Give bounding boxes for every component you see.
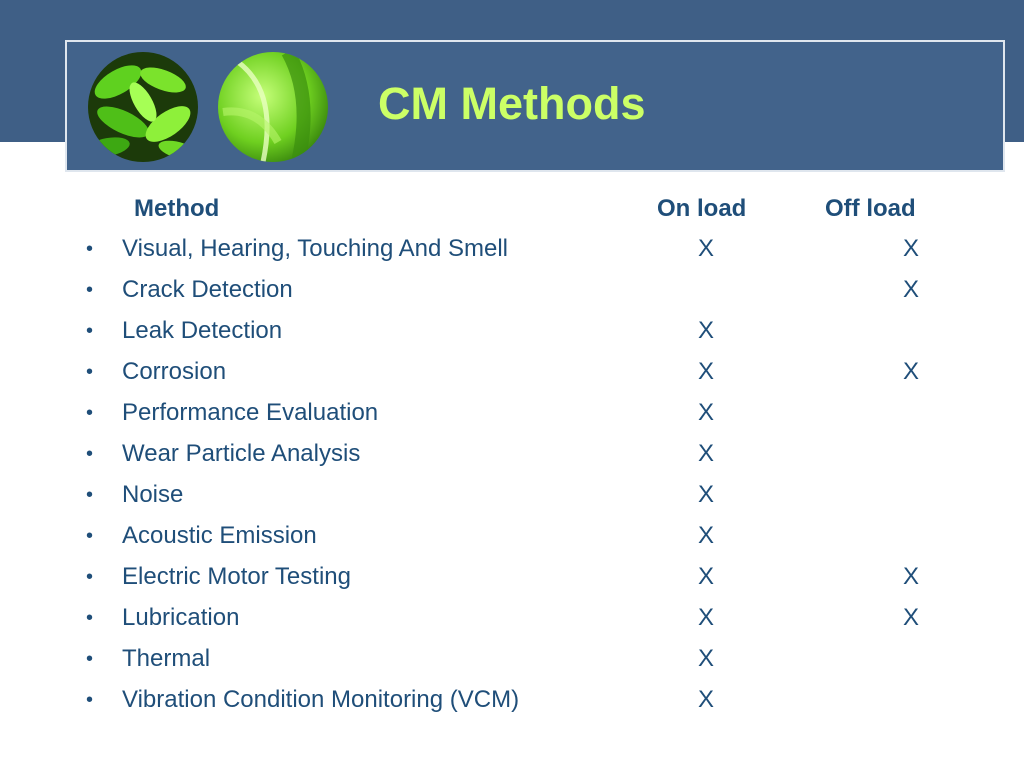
off-load-mark: X <box>902 276 919 303</box>
list-item <box>0 557 1024 598</box>
bullet: • <box>86 238 94 260</box>
bullet: • <box>86 525 94 547</box>
list-item <box>0 516 1024 557</box>
method-name: Wear Particle Analysis <box>122 440 361 467</box>
bullet: • <box>86 689 94 711</box>
off-load-mark: X <box>902 563 919 590</box>
column-header-method: Method <box>134 195 220 222</box>
method-name: Visual, Hearing, Touching And Smell <box>122 235 509 262</box>
bullet: • <box>86 443 94 465</box>
page-title: CM Methods <box>378 78 646 129</box>
on-load-mark: X <box>697 317 714 344</box>
method-name: Corrosion <box>122 358 227 385</box>
bullet: • <box>86 607 94 629</box>
list-item <box>0 229 1024 270</box>
method-name: Thermal <box>122 645 211 672</box>
on-load-mark: X <box>697 358 714 385</box>
column-header-off-load: Off load <box>825 195 916 222</box>
leaf-image-right <box>218 52 328 162</box>
bullet: • <box>86 566 94 588</box>
off-load-mark: X <box>902 604 919 631</box>
off-load-mark: X <box>902 358 919 385</box>
on-load-mark: X <box>697 645 714 672</box>
methods-list <box>0 229 1024 721</box>
bullet: • <box>86 648 94 670</box>
on-load-mark: X <box>697 522 714 549</box>
on-load-mark: X <box>697 440 714 467</box>
leaf-image-left <box>88 52 198 162</box>
list-item <box>0 475 1024 516</box>
on-load-mark: X <box>697 686 714 713</box>
list-item <box>0 680 1024 721</box>
list-item <box>0 434 1024 475</box>
off-load-mark: X <box>902 235 919 262</box>
on-load-mark: X <box>697 399 714 426</box>
method-name: Acoustic Emission <box>122 522 317 549</box>
method-name: Lubrication <box>122 604 240 631</box>
on-load-mark: X <box>697 604 714 631</box>
column-header-on-load: On load <box>657 195 747 222</box>
list-item <box>0 352 1024 393</box>
method-name: Crack Detection <box>122 276 293 303</box>
bullet: • <box>86 279 94 301</box>
method-name: Noise <box>122 481 184 508</box>
bullet: • <box>86 320 94 342</box>
method-name: Leak Detection <box>122 317 283 344</box>
bullet: • <box>86 402 94 424</box>
bullet: • <box>86 361 94 383</box>
bullet: • <box>86 484 94 506</box>
list-item <box>0 598 1024 639</box>
on-load-mark: X <box>697 481 714 508</box>
list-item <box>0 270 1024 311</box>
on-load-mark: X <box>697 235 714 262</box>
list-item <box>0 639 1024 680</box>
method-name: Vibration Condition Monitoring (VCM) <box>122 686 520 713</box>
method-name: Electric Motor Testing <box>122 563 351 590</box>
list-item <box>0 393 1024 434</box>
list-item <box>0 311 1024 352</box>
on-load-mark: X <box>697 563 714 590</box>
method-name: Performance Evaluation <box>122 399 379 426</box>
